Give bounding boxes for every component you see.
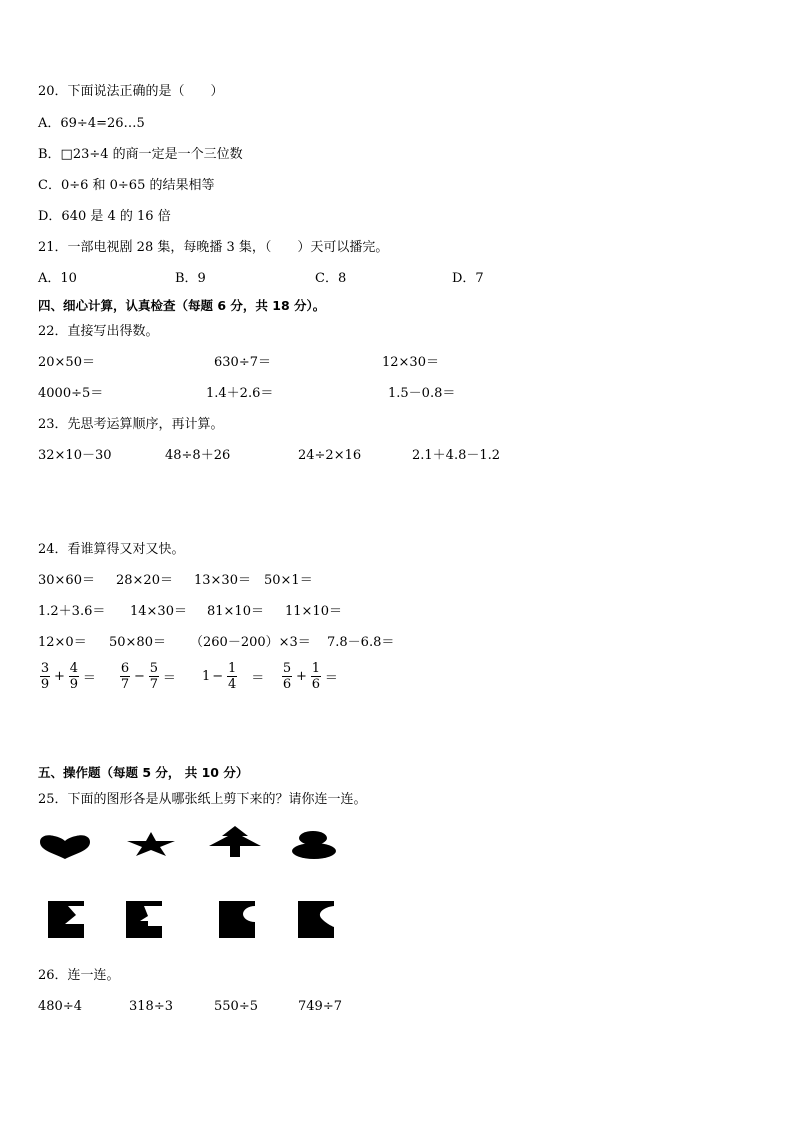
q24-item: 50×1＝ [264, 573, 313, 588]
q26-item[interactable]: 749÷7 [298, 999, 342, 1014]
snowman-shape[interactable] [291, 830, 337, 860]
q24-fraction-item: 6 7 − 5 7 ＝ [120, 661, 176, 692]
q24-item: 28×20＝ [116, 573, 173, 588]
q24-fraction-item: 5 6 + 1 6 ＝ [282, 661, 338, 692]
q24-fraction-item: 1 − 1 4 ＝ [202, 661, 265, 692]
q20-option-d: D．640 是 4 的 16 倍 [38, 209, 171, 224]
q25-stem: 25．下面的图形各是从哪张纸上剪下来的？请你连一连。 [38, 792, 367, 807]
heart-shape[interactable] [38, 834, 92, 860]
q20-option-c: C．0÷6 和 0÷65 的结果相等 [38, 178, 215, 193]
cut-paper-2[interactable] [126, 901, 162, 938]
section-5-heading: 五、操作题（每题 5 分， 共 10 分） [38, 765, 249, 780]
q21-stem: 21．一部电视剧 28 集，每晚播 3 集，（ ）天可以播完。 [38, 240, 389, 255]
q24-item: （260－200）×3＝ [190, 635, 311, 650]
star-shape[interactable] [126, 831, 176, 857]
cut-paper-1[interactable] [48, 901, 84, 938]
q26-item[interactable]: 318÷3 [129, 999, 173, 1014]
q23-stem: 23．先思考运算顺序，再计算。 [38, 417, 224, 432]
q24-item: 7.8－6.8＝ [327, 635, 395, 650]
q26-stem: 26．连一连。 [38, 968, 120, 983]
q22-item: 1.4＋2.6＝ [206, 386, 274, 401]
q23-item: 2.1＋4.8－1.2 [412, 448, 501, 463]
q22-stem: 22．直接写出得数。 [38, 324, 159, 339]
q21-option-c: C．8 [315, 271, 347, 286]
section-4-heading: 四、细心计算，认真检查（每题 6 分，共 18 分）。 [38, 298, 326, 313]
cut-paper-3[interactable] [219, 901, 255, 938]
q24-item: 50×80＝ [109, 635, 166, 650]
q22-item: 4000÷5＝ [38, 386, 104, 401]
q22-item: 630÷7＝ [214, 355, 271, 370]
q20-option-a: A．69÷4=26…5 [38, 116, 145, 131]
q24-item: 81×10＝ [207, 604, 264, 619]
q20-option-b: B．□23÷4 的商一定是一个三位数 [38, 147, 243, 162]
q22-item: 20×50＝ [38, 355, 95, 370]
cut-paper-4[interactable] [298, 901, 334, 938]
q22-item: 12×30＝ [382, 355, 439, 370]
q24-item: 13×30＝ [194, 573, 251, 588]
q23-item: 24÷2×16 [298, 448, 362, 463]
q23-item: 48÷8＋26 [165, 448, 231, 463]
q24-stem: 24．看谁算得又对又快。 [38, 542, 185, 557]
q21-option-a: A．10 [38, 271, 77, 286]
tree-shape[interactable] [208, 826, 262, 858]
q26-item[interactable]: 480÷4 [38, 999, 82, 1014]
q26-item[interactable]: 550÷5 [214, 999, 258, 1014]
q21-option-b: B．9 [175, 271, 206, 286]
q24-fraction-item: 3 9 + 4 9 ＝ [40, 661, 96, 692]
q24-item: 1.2＋3.6＝ [38, 604, 106, 619]
q24-item: 11×10＝ [285, 604, 342, 619]
q23-item: 32×10－30 [38, 448, 112, 463]
q24-item: 30×60＝ [38, 573, 95, 588]
q24-item: 12×0＝ [38, 635, 87, 650]
q24-item: 14×30＝ [130, 604, 187, 619]
q21-option-d: D．7 [452, 271, 484, 286]
q20-stem: 20．下面说法正确的是（ ） [38, 84, 224, 99]
q22-item: 1.5－0.8＝ [388, 386, 456, 401]
